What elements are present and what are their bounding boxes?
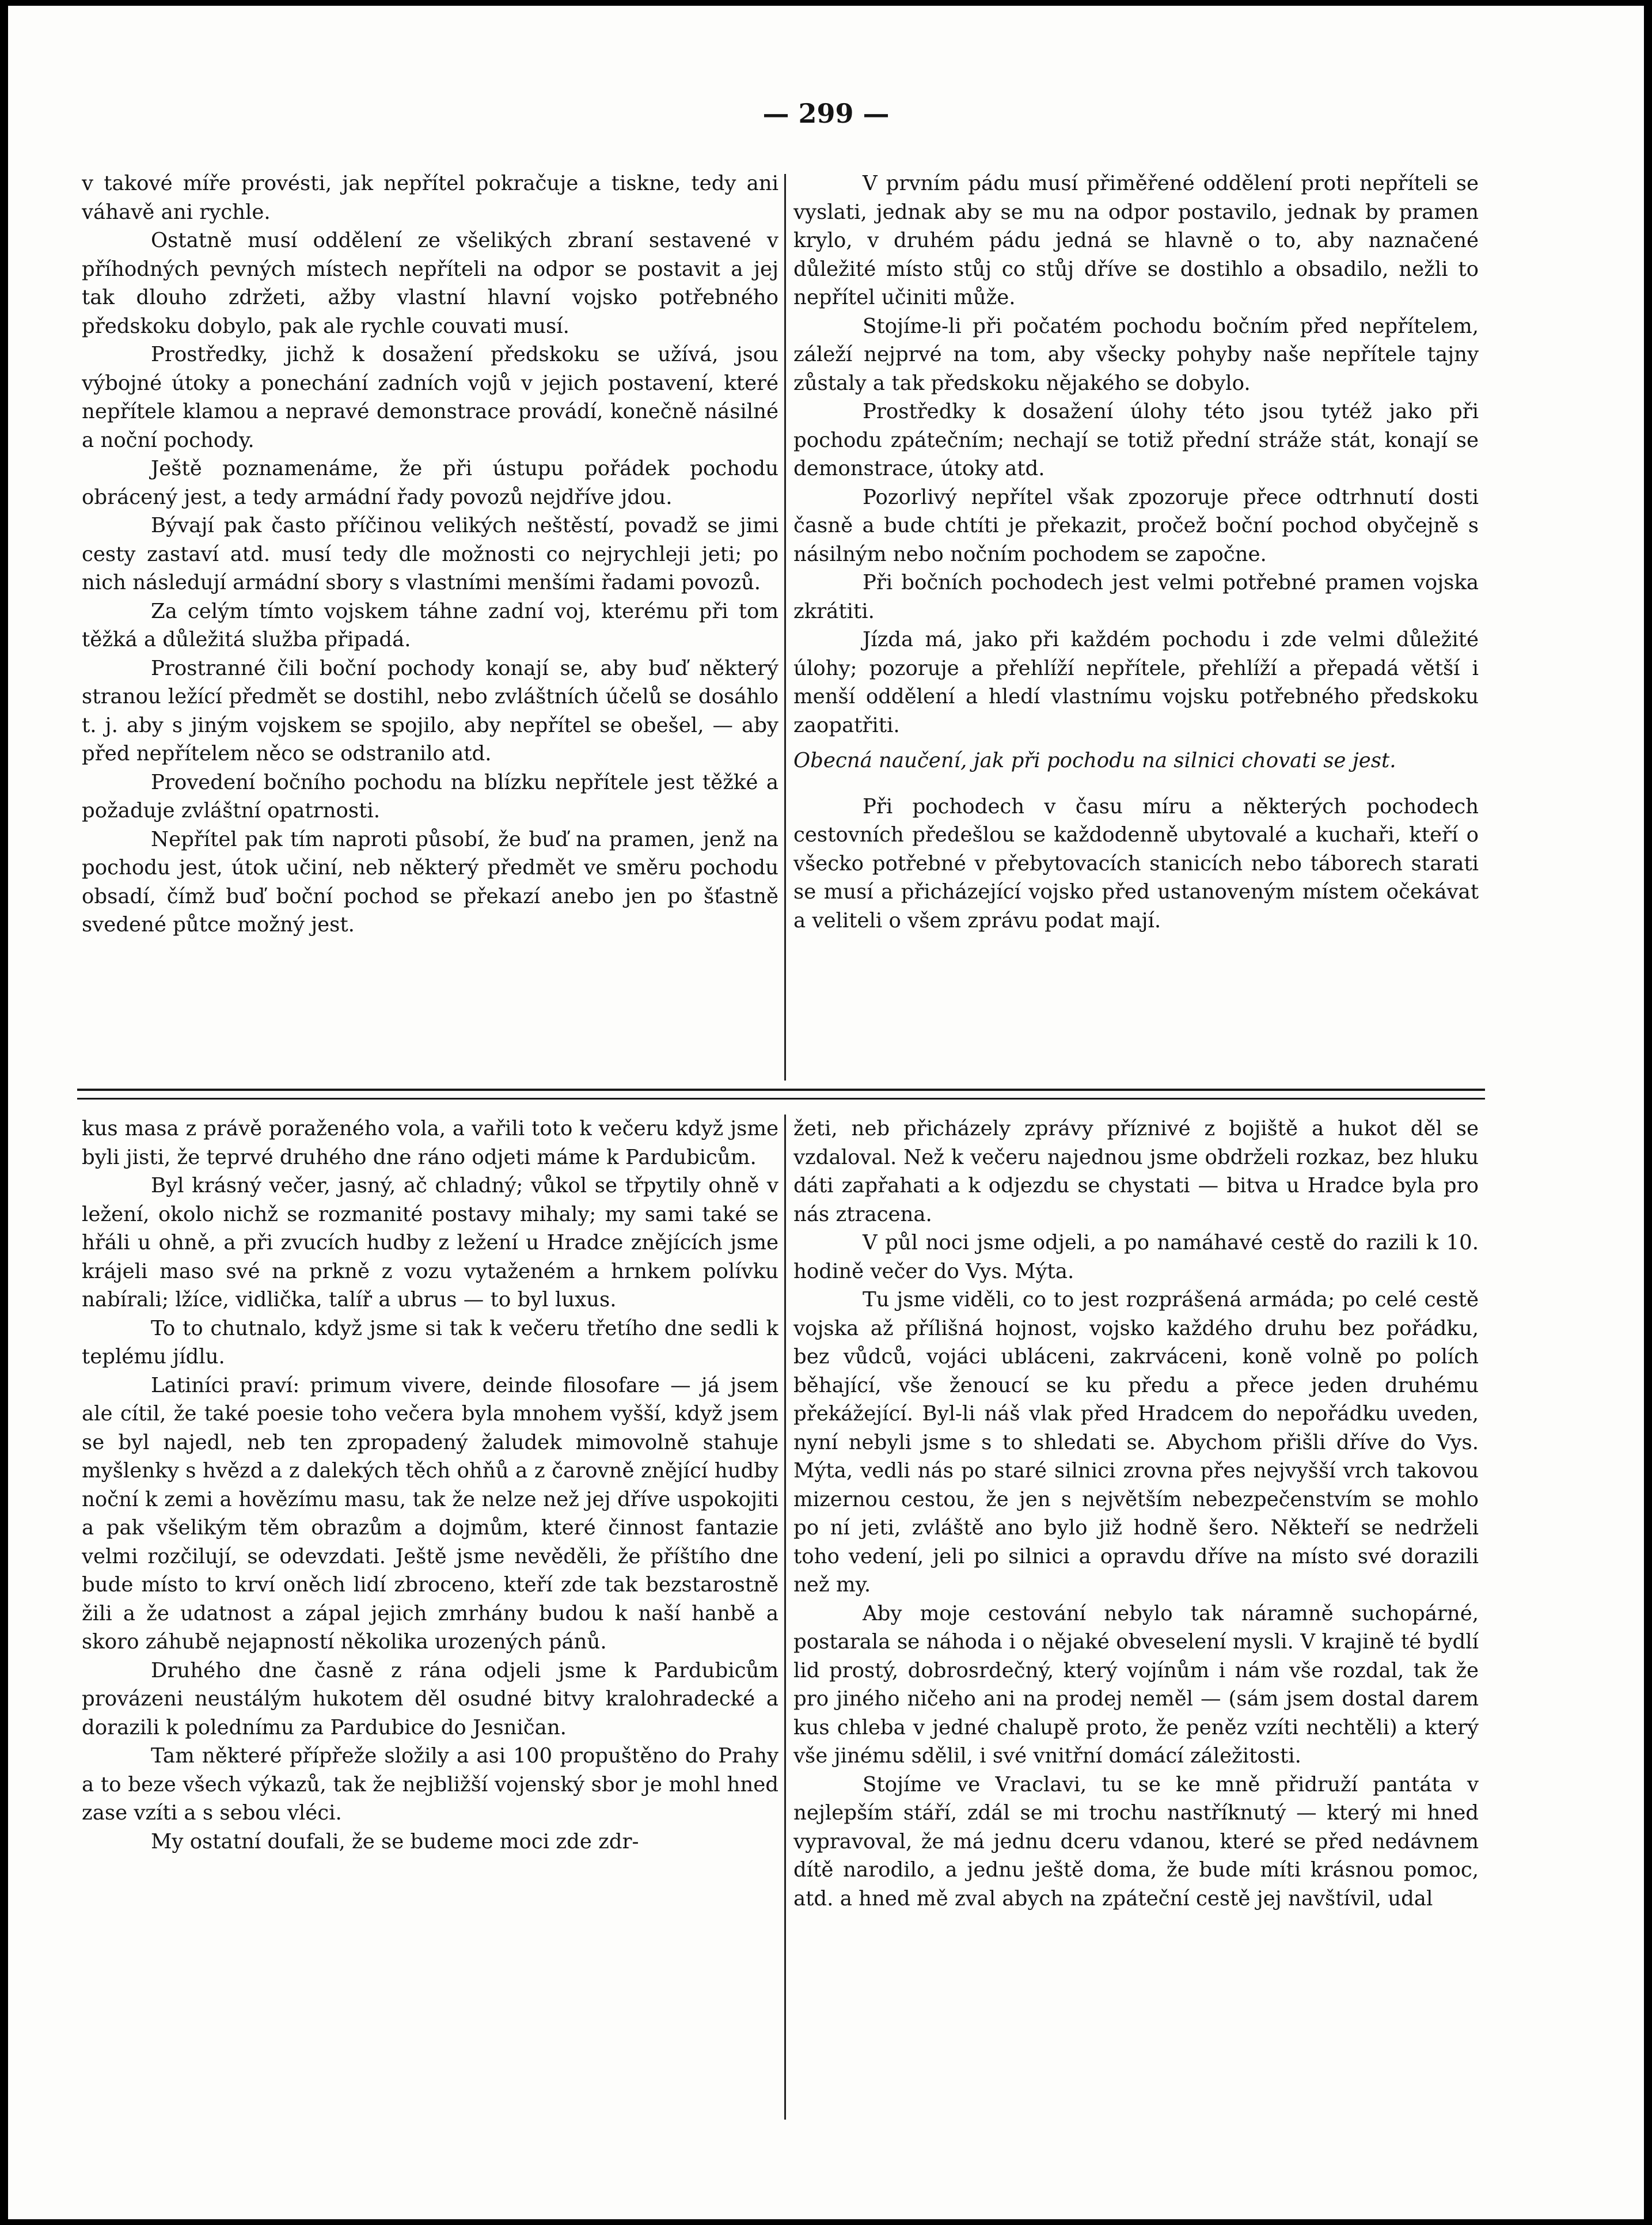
section-divider-thick (77, 1089, 1485, 1091)
paragraph: Pozorlivý nepřítel však zpozoruje přece odtrhnutí dosti časně a bude chtíti je překazit, pročež boční pochod obyčejně s násilným nebo nočním pochodem se započne. (793, 485, 1479, 566)
column-divider (784, 174, 786, 1081)
paragraph: Tu jsme viděli, co to jest rozprášená armáda; po celé cestě vojska až přílišná hojnost, vojsko každého druhu bez pořádku, bez vůdců, vojáci ubláceni, zakrváceni, koně volně po polích běhající, vše ženoucí se ku předu a přece jeden druhému překážející. Byl-li náš vlak před Hradcem do nepořádku uveden, nyní nebyli jsme s to shledati se. Abychom přišli dříve do Vys. Mýta, vedli nás po staré silnici zrovna přes nejvyšší vrch takovou mizernou cestou, že jen s největším nebezpečenstvím se mohlo po ní jeti, zvláště ano bylo již hodně šero. Někteří se nedrželi toho vedení, jeli po silnici a opravdu dříve na místo své dorazili než my. (793, 1288, 1479, 1597)
paragraph: Nepřítel pak tím naproti působí, že buď na pramen, jenž na pochodu jest, útok učiní, neb některý předmět ve směru pochodu obsadí, čímž buď boční pochod se překazí anebo jen po šťastně svedené půtce možný jest. (82, 827, 778, 937)
bottom-right-column (793, 1115, 1479, 2122)
paragraph: Bývají pak často příčinou velikých neštěstí, povadž se jimi cesty zastaví atd. musí tedy dle možnosti co nejrychleji jeti; po nich následují armádní sbory s vlastními menšími řadami povozů. (82, 514, 778, 594)
section-divider-thin (77, 1098, 1485, 1100)
paragraph: kus masa z právě poraženého vola, a vařili toto k večeru když jsme byli jisti, že teprvé druhého dne ráno odjeti máme k Pardubicům. (82, 1117, 778, 1169)
page-number: — 299 — (762, 98, 890, 129)
paragraph: Latiníci praví: primum vivere, deinde filosofare — já jsem ale cítil, že také poesie toho večera byla mnohem vyšší, když jsem se byl najedl, neb ten zpropadený žaludek mimovolně stahuje myšlenky s hvězd a z dalekých těch ohňů a z čarovně znějící hudby noční k zemi a hovězímu masu, tak že nelze než jej dříve uspokojiti a pak všelikým těm obrazům a dojmům, které činnost fantazie velmi rozčilují, se odevzdati. Ještě jsme nevěděli, že příštího dne bude místo to krví oněch lidí zbroceno, kteří zde tak bezstarostně žili a že udatnost a zápal jejich zmrhány budou k naší hanbě a skoro záhubě nejapností několika urozených pánů. (82, 1373, 778, 1654)
paragraph: Ještě poznamenáme, že při ústupu pořádek pochodu obrácený jest, a tedy armádní řady povozů nejdříve jdou. (82, 457, 778, 509)
bottom-left-column (82, 1115, 778, 2122)
paragraph: To to chutnalo, když jsme si tak k večeru třetího dne sedli k teplému jídlu. (82, 1316, 778, 1369)
paragraph: V půl noci jsme odjeli, a po namáhavé cestě do razili k 10. hodině večer do Vys. Mýta. (793, 1231, 1479, 1283)
paragraph: My ostatní doufali, že se budeme moci zde zdr- (151, 1829, 639, 1853)
paragraph: Prostranné čili boční pochody konají se, aby buď některý stranou ležící předmět se dostihl, nebo zvláštních účelů se dosáhlo t. j. aby s jiným vojskem se spojilo, aby nepřítel se obešel, — aby před nepřítelem něco se odstranilo atd. (82, 656, 778, 765)
top-right-column (793, 169, 1479, 1085)
paragraph: Aby moje cestování nebylo tak náramně suchopárné, postarala se náhoda i o nějaké obveselení mysli. V krajině té bydlí lid prostý, dobrosrdečný, který vojínům i nám vše rozdal, tak že pro jiného ničeho ani na prodej neměl — (sám jsem dostal darem kus chleba v jedné chalupě proto, že peněz vzíti nechtěli) a který vše jinému sdělil, i své vnitřní domácí záležitosti. (793, 1601, 1479, 1768)
book-page (8, 6, 1644, 2219)
paragraph: Stojíme ve Vraclavi, tu se ke mně přidruží pantáta v nejlepším stáří, zdál se mi trochu nastříknutý — který mi hned vypravoval, že má jednu dceru vdanou, které se před nedávnem dítě narodilo, a jednu ještě doma, že bude míti krásnou pomoc, atd. a hned mě zval abych na zpáteční cestě jej navštívil, udal (793, 1772, 1479, 1911)
paragraph: V prvním pádu musí přiměřené oddělení proti nepříteli se vyslati, jednak aby se mu na odpor postavilo, jednak by pramen krylo, v druhém pádu jedná se hlavně o to, aby naznačené důležité místo stůj co stůj dříve se dostihlo a obsadilo, nežli to nepřítel učiniti může. (793, 172, 1479, 309)
paragraph: Stojíme-li při počatém pochodu bočním před nepřítelem, záleží nejprvé na tom, aby všecky pohyby naše nepřítele tajny zůstaly a tak předskoku nějakého se dobylo. (793, 314, 1479, 395)
paragraph: Jízda má, jako při každém pochodu i zde velmi důležité úlohy; pozoruje a přehlíží nepřítele, přehlíží a přepadá větší i menší oddělení a hledí vlastnímu vojsku potřebného předskoku zaopatřiti. (793, 628, 1479, 737)
paragraph: Provedení bočního pochodu na blízku nepřítele jest těžké a požaduje zvláštní opatrnosti. (82, 770, 778, 822)
paragraph: Byl krásný večer, jasný, ač chladný; vůkol se třpytily ohně v ležení, okolo nichž se rozmanité postavy mihaly; my sami také se hřáli u ohně, a při zvucích hudby z ležení u Hradce znějících jsme krájeli maso své na prkně z vozu vytaženém a hrnkem polívku nabírali; lžíce, vidlička, talíř a ubrus — to byl luxus. (82, 1174, 778, 1312)
paragraph: žeti, neb přicházely zprávy příznivé z bojiště a hukot děl se vzdaloval. Než k večeru najednou jsme obdrželi rozkaz, bez hluku dáti zapřahati a k odjezdu se chystati — bitva u Hradce byla pro nás ztracena. (793, 1117, 1479, 1226)
paragraph: Tam některé přípřeže složily a asi 100 propuštěno do Prahy a to beze všech výkazů, tak že nejbližší vojenský sbor je mohl hned zase vzíti a s sebou vléci. (82, 1744, 778, 1825)
paragraph: Prostředky, jichž k dosažení předskoku se užívá, jsou výbojné útoky a ponechání zadních vojů v jejich postavení, které nepřítele klamou a nepravé demonstrace provádí, konečně násilné a noční pochody. (82, 343, 778, 452)
column-divider (784, 1115, 786, 2120)
paragraph: Ostatně musí oddělení ze všelikých zbraní sestavené v příhodných pevných místech nepříteli na odpor se postavit a jej tak dlouho zdržeti, ažby vlastní hlavní vojsko potřebného předskoku dobylo, pak ale rychle couvati musí. (82, 229, 778, 338)
paragraph: v takové míře provésti, jak nepřítel pokračuje a tiskne, tedy ani váhavě ani rychle. (82, 172, 778, 224)
paragraph: Prostředky k dosažení úlohy této jsou tytéž jako při pochodu zpátečním; nechají se totiž přední stráže stát, konají se demonstrace, útoky atd. (793, 400, 1479, 480)
paragraph: Při bočních pochodech jest velmi potřebné pramen vojska zkrátiti. (793, 571, 1479, 623)
section-heading: Obecná naučení, jak při pochodu na silnici chovati se jest. (793, 749, 1396, 772)
top-left-column (82, 169, 778, 1085)
paragraph: Druhého dne časně z rána odjeli jsme k Pardubicům provázeni neustálým hukotem děl osudné bitvy kralohradecké a dorazili k polednímu za Pardubice do Jesničan. (82, 1658, 778, 1739)
paragraph: Za celým tímto vojskem táhne zadní voj, kterému při tom těžká a důležitá služba připadá. (82, 599, 778, 651)
paragraph: Při pochodech v času míru a některých pochodech cestovních předešlou se každodenně ubytovalé a kuchaři, kteří o všecko potřebné v přebytovacích stanicích nebo táborech starati se musí a přicházející vojsko před ustanoveným místem očekávat a veliteli o všem zprávu podat mají. (793, 794, 1479, 933)
